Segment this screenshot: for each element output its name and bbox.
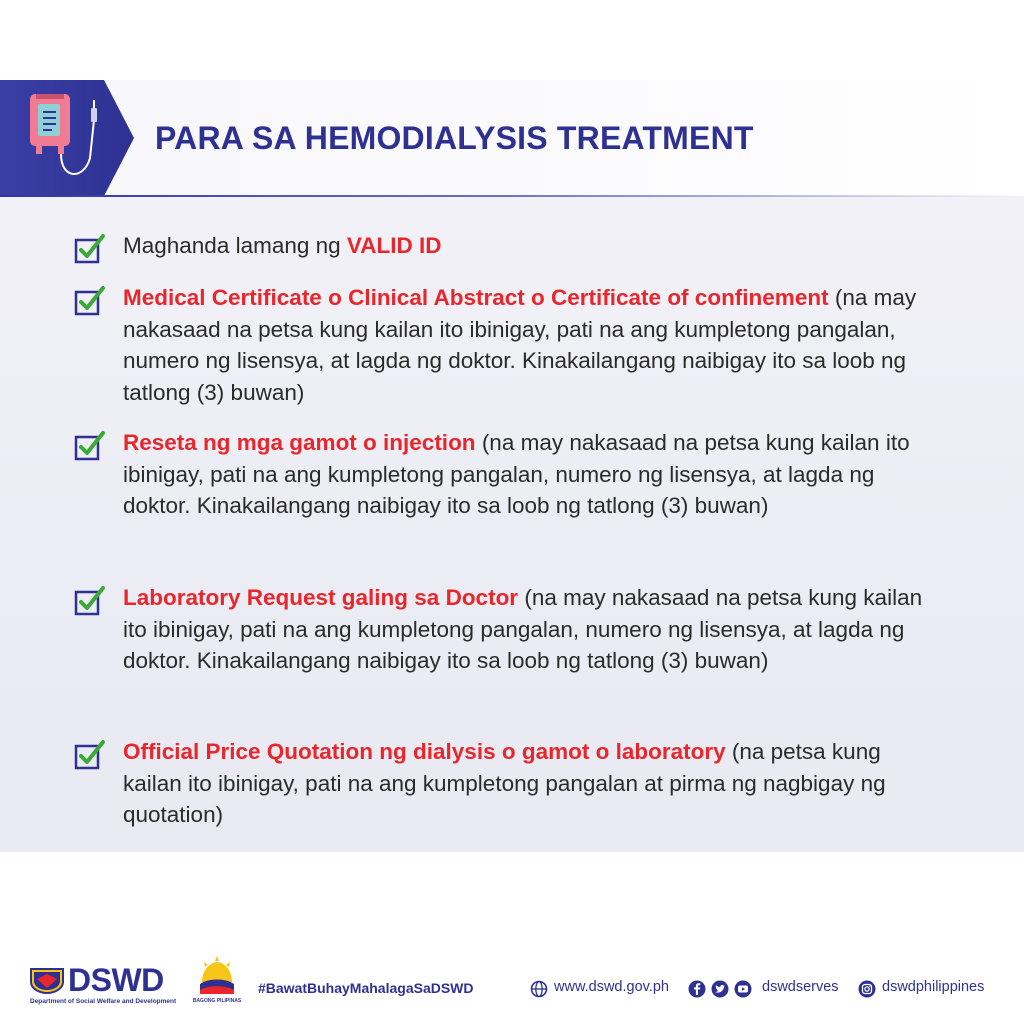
facebook-icon[interactable] [688, 980, 706, 998]
dswd-wordmark: DSWD [68, 962, 164, 998]
youtube-icon[interactable] [734, 980, 752, 998]
requirement-text: Laboratory Request galing sa Doctor (na may nakasaad na petsa kung kailan ito ibinigay, pati na ang kumpletong pangalan, numero ng lisensya, at lagda ng doktor. Kinakailangang naibigay ito sa loob ng tatlong (3) buwan) [123, 585, 923, 673]
instagram-handle-link[interactable]: dswdphilippines [882, 979, 985, 995]
dialysis-bag-icon [0, 80, 134, 196]
bagong-pilipinas-text: BAGONG PILIPINAS [192, 998, 242, 1004]
website-link[interactable]: www.dswd.gov.ph [554, 979, 669, 995]
checkbox-checked-icon [74, 234, 106, 266]
bagong-pilipinas-emblem-icon [194, 954, 240, 998]
dswd-emblem-icon [30, 968, 64, 994]
requirement-highlight: Medical Certificate o Clinical Abstract o Certificate of confinement [123, 285, 829, 310]
checkbox-checked-icon [74, 586, 106, 618]
checkbox-checked-icon [74, 431, 106, 463]
globe-icon [530, 980, 548, 998]
requirement-text: Maghanda lamang ng VALID ID [123, 233, 442, 258]
dswd-logo [30, 962, 180, 1008]
requirement-text: Official Price Quotation ng dialysis o gamot o laboratory (na petsa kung kailan ito ibinigay, pati na ang kumpletong pangalan at pirma ng nagbigay ng quotation) [123, 739, 886, 827]
footer [0, 950, 1024, 1010]
requirement-text: Medical Certificate o Clinical Abstract o Certificate of confinement (na may nakasaad na petsa kung kailan ito ibinigay, pati na ang kumpletong pangalan, numero ng lisensya, at lagda ng doktor. Kinakailangang naibigay ito sa loob ng tatlong (3) buwan) [123, 285, 917, 405]
twitter-icon[interactable] [711, 980, 729, 998]
requirement-highlight: Official Price Quotation ng dialysis o gamot o laboratory [123, 739, 726, 764]
checkbox-checked-icon [74, 286, 106, 318]
requirement-highlight: Laboratory Request galing sa Doctor [123, 585, 519, 610]
bagong-pilipinas-logo [190, 954, 244, 1010]
page-title: PARA SA HEMODIALYSIS TREATMENT [155, 120, 754, 156]
header-divider [0, 195, 1024, 197]
instagram-icon[interactable] [858, 980, 876, 998]
campaign-hashtag: #BawatBuhayMahalagaSaDSWD [258, 980, 474, 996]
requirement-highlight: Reseta ng mga gamot o injection [123, 430, 476, 455]
dswd-subtitle: Department of Social Welfare and Development [30, 998, 177, 1005]
requirement-text: Reseta ng mga gamot o injection (na may nakasaad na petsa kung kailan ito ibinigay, pati na ang kumpletong pangalan, numero ng lisensya, at lagda ng doktor. Kinakailangang naibigay ito sa loob ng tatlong (3) buwan) [123, 430, 910, 518]
requirement-highlight: VALID ID [346, 233, 442, 258]
social-handle-link[interactable]: dswdserves [762, 979, 839, 995]
checkbox-checked-icon [74, 740, 106, 772]
